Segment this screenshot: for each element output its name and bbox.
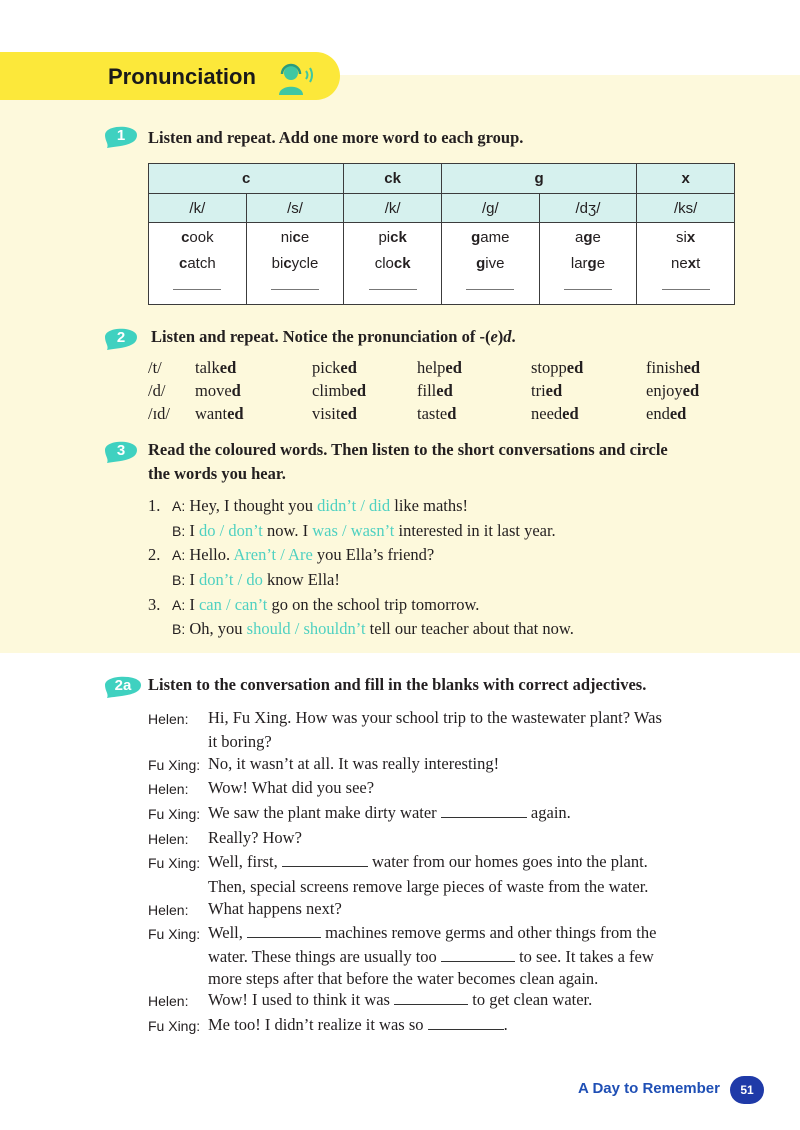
ed-word: moved	[195, 381, 241, 400]
dialogue-line: it boring?	[208, 732, 272, 751]
example-word: give	[476, 255, 505, 272]
item-number: 3.	[148, 595, 161, 614]
dialogue-line: Me too! I didn’t realize it was so .	[208, 1015, 508, 1034]
exercise-1-instruction: Listen and repeat. Add one more word to each group.	[148, 128, 524, 147]
conversation-line: A: I can / can’t go on the school trip tomorrow.	[172, 595, 480, 614]
speaker-label: Fu Xing:	[148, 926, 201, 942]
ed-word: visited	[312, 404, 357, 423]
exercise-2-instruction: Listen and repeat. Notice the pronunciation of -(e)d.	[151, 327, 516, 346]
ed-word: picked	[312, 358, 357, 377]
exercise-number: 2	[116, 329, 126, 346]
ed-word: tried	[531, 381, 563, 400]
speaker-label: Fu Xing:	[148, 806, 201, 822]
exercise-3-instruction-line1: Read the coloured words. Then listen to the short conversations and circle	[148, 440, 668, 459]
sound-label: /ɪd/	[148, 404, 171, 423]
dialogue-line: Then, special screens remove large pieces of waste from the water.	[208, 877, 649, 896]
dialogue-line: Wow! What did you see?	[208, 778, 375, 797]
footer-unit-title: A Day to Remember	[578, 1080, 720, 1097]
example-word: nice	[280, 229, 310, 246]
sound-groups-table	[148, 163, 735, 305]
choice-option[interactable]: don’t / do	[198, 570, 263, 589]
group-header: x	[637, 164, 735, 194]
answer-blank[interactable]	[662, 289, 710, 290]
exercise-number: 1	[116, 127, 126, 144]
sound-cell: /k/	[344, 194, 442, 223]
ed-word: enjoyed	[646, 381, 700, 400]
conversation-line: A: Hey, I thought you didn’t / did like maths!	[172, 496, 469, 515]
speaker-label: Fu Xing:	[148, 1018, 201, 1034]
answer-blank[interactable]	[282, 852, 368, 867]
dialogue-line: Well, first, water from our homes goes into the plant.	[208, 852, 648, 871]
sound-cell: /dʒ/	[539, 194, 637, 223]
word-cell	[246, 223, 344, 305]
ed-word: helped	[417, 358, 462, 377]
group-header: ck	[344, 164, 442, 194]
speaker-label: Helen:	[148, 993, 189, 1009]
word-cell	[441, 223, 539, 305]
dialogue-line: What happens next?	[208, 899, 342, 918]
choice-option[interactable]: didn’t / did	[317, 496, 391, 515]
ed-word: climbed	[312, 381, 367, 400]
dialogue-line: Well, machines remove germs and other things from the	[208, 923, 657, 942]
word-cell	[539, 223, 637, 305]
conversation-line: B: I don’t / do know Ella!	[172, 570, 340, 589]
speaker-label: Helen:	[148, 902, 189, 918]
ed-word: tasted	[417, 404, 457, 423]
speaker-label: Fu Xing:	[148, 855, 201, 871]
answer-blank[interactable]	[173, 289, 221, 290]
example-word: age	[575, 229, 601, 246]
group-header: g	[441, 164, 636, 194]
word-cell	[637, 223, 735, 305]
sound-cell: /g/	[441, 194, 539, 223]
choice-option[interactable]: should / shouldn’t	[246, 619, 366, 638]
example-word: clock	[374, 255, 411, 272]
choice-option[interactable]: can / can’t	[198, 595, 268, 614]
example-word: next	[671, 255, 701, 272]
sound-cell: /k/	[149, 194, 247, 223]
example-word: pick	[378, 229, 407, 246]
dialogue-line: We saw the plant make dirty water again.	[208, 803, 571, 822]
ed-word: talked	[195, 358, 237, 377]
dialogue-line: Wow! I used to think it was to get clean water.	[208, 990, 593, 1009]
exercise-2a-instruction: Listen to the conversation and fill in the blanks with correct adjectives.	[148, 675, 647, 694]
example-word: game	[471, 229, 510, 246]
exercise-number: 3	[116, 442, 126, 459]
answer-blank[interactable]	[369, 289, 417, 290]
speaker-label: Fu Xing:	[148, 757, 201, 773]
conversation-line: B: I do / don’t now. I was / wasn’t interested in it last year.	[172, 521, 556, 540]
dialogue-line: Hi, Fu Xing. How was your school trip to the wastewater plant? Was	[208, 708, 662, 727]
example-word: cook	[181, 229, 214, 246]
sound-cell: /ks/	[637, 194, 735, 223]
answer-blank[interactable]	[247, 923, 321, 938]
section-title: Pronunciation	[108, 64, 256, 89]
exercise-2a-badge	[103, 672, 143, 698]
ed-word: ended	[646, 404, 687, 423]
ed-word: needed	[531, 404, 579, 423]
sound-label: /t/	[148, 358, 162, 377]
exercise-3-instruction-line2: the words you hear.	[148, 464, 286, 483]
ed-word: wanted	[195, 404, 244, 423]
ed-word: filled	[417, 381, 453, 400]
speaker-label: Helen:	[148, 781, 189, 797]
example-word: six	[676, 229, 696, 246]
exercise-number: 2a	[114, 677, 132, 694]
exercise-1-badge	[103, 122, 139, 148]
dialogue-line: more steps after that before the water becomes clean again.	[208, 969, 599, 988]
answer-blank[interactable]	[441, 803, 527, 818]
listening-person-icon	[274, 62, 316, 96]
sound-label: /d/	[148, 381, 166, 400]
dialogue-line: No, it wasn’t at all. It was really interesting!	[208, 754, 500, 773]
example-word: bicycle	[271, 255, 319, 272]
answer-blank[interactable]	[394, 990, 468, 1005]
word-cell	[149, 223, 247, 305]
conversation-line: B: Oh, you should / shouldn’t tell our teacher about that now.	[172, 619, 574, 638]
sound-cell: /s/	[246, 194, 344, 223]
speaker-label: Helen:	[148, 831, 189, 847]
ed-word: stopped	[531, 358, 584, 377]
exercise-2-badge	[103, 324, 139, 350]
choice-option[interactable]: Aren’t / Are	[233, 545, 313, 564]
answer-blank[interactable]	[564, 289, 612, 290]
dialogue-line: Really? How?	[208, 828, 302, 847]
item-number: 2.	[148, 545, 161, 564]
choice-option[interactable]: was / wasn’t	[312, 521, 395, 540]
item-number: 1.	[148, 496, 161, 515]
dialogue-line: water. These things are usually too to see. It takes a few	[208, 947, 654, 966]
group-header: c	[149, 164, 344, 194]
conversation-line: A: Hello. Aren’t / Are you Ella’s friend?	[172, 545, 435, 564]
answer-blank[interactable]	[441, 947, 515, 962]
example-word: large	[570, 255, 606, 272]
ed-word: finished	[646, 358, 701, 377]
example-word: catch	[178, 255, 216, 272]
speaker-label: Helen:	[148, 711, 189, 727]
answer-blank[interactable]	[271, 289, 319, 290]
page-number: 51	[730, 1076, 764, 1104]
word-cell	[344, 223, 442, 305]
choice-option[interactable]: do / don’t	[198, 521, 263, 540]
exercise-3-badge	[103, 437, 139, 463]
answer-blank[interactable]	[466, 289, 514, 290]
answer-blank[interactable]	[428, 1015, 504, 1030]
